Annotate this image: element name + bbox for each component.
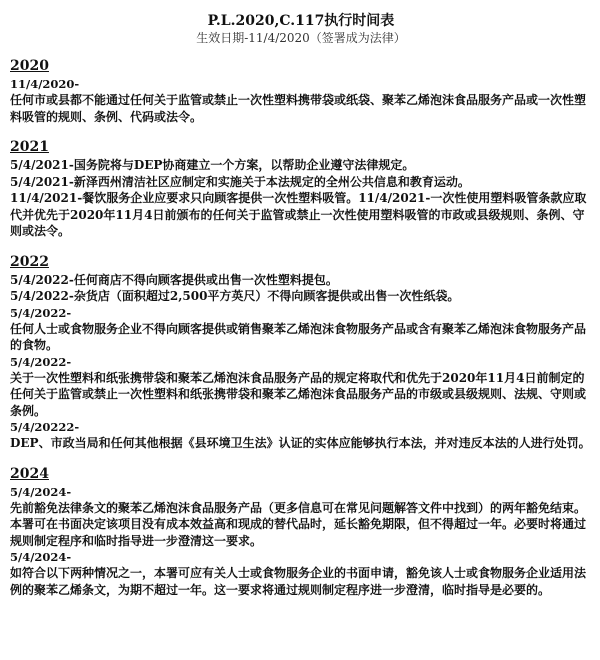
entry-text: DEP、市政当局和任何其他根据《县环境卫生法》认证的实体应能够执行本法，并对违反本法的人进行处罚。 (10, 436, 591, 450)
entry-date: 5/4/2024- (10, 484, 72, 499)
year-heading: 2022 (10, 253, 49, 270)
year-heading: 2021 (10, 139, 49, 155)
section-2021 (10, 139, 592, 240)
entry-text: 5/4/2022-杂货店（面积超过2,500平方英尺）不得向顾客提供或出售一次性纸袋。 (10, 289, 460, 303)
entry-text: 关于一次性塑料和纸张携带袋和聚苯乙烯泡沫食品服务产品的规定将取代和优先于2020年11月4日前制定的任何关于监管或禁止一次性塑料和纸张携带袋和聚苯乙烯泡沫食品服务产品的市级或县级规则、法规、守则或条例。 (10, 370, 587, 418)
entry-date: 11/4/2020- (10, 77, 80, 91)
section-2024 (10, 466, 592, 599)
entry-date: 5/4/2022- (10, 354, 72, 369)
year-heading: 2024 (10, 465, 49, 482)
entry-date: 5/4/2022- (10, 305, 72, 320)
entry-text: 5/4/2022-任何商店不得向顾客提供或出售一次性塑料提包。 (10, 272, 338, 287)
entry-text: 任何人士或食物服务企业不得向顾客提供或销售聚苯乙烯泡沫食物服务产品或含有聚苯乙烯泡沫食物服务产品的食物。 (10, 321, 587, 352)
section-2022 (10, 254, 592, 452)
year-heading: 2020 (10, 58, 49, 74)
entry-text: 任何市或县都不能通过任何关于监管或禁止一次性塑料携带袋或纸袋、聚苯乙烯泡沫食品服务产品或一次性塑料吸管的规则、条例、代码或法令。 (10, 93, 587, 124)
document-subtitle: 生效日期-11/4/2020（签署成为法律） (196, 31, 406, 45)
entry-text: 5/4/2021-国务院将与DEP协商建立一个方案，以帮助企业遵守法律规定。 (10, 158, 415, 172)
entry-text: 11/4/2021-餐饮服务企业应要求只向顾客提供一次性塑料吸管。11/4/2021-一次性使用塑料吸管条款应取代并优先于2020年11月4日前颁布的任何关于监管或禁止一次性使用塑料吸管的市政或县级规则、条例、守则或法令。 (10, 191, 587, 238)
entry-date: 5/4/20222- (10, 420, 80, 434)
entry-text: 5/4/2021-新泽西州清洁社区应制定和实施关于本法规定的全州公共信息和教育运动。 (10, 174, 470, 189)
entry-text: 如符合以下两种情况之一，本署可应有关人士或食物服务企业的书面申请，豁免该人士或食物服务企业适用法例的聚苯乙烯条文，为期不超过一年。这一要求将通过规则制定程序进一步澄清，临时指导是必要的。 (10, 566, 587, 597)
entry-date: 5/4/2024- (10, 550, 72, 564)
section-2020 (10, 58, 592, 125)
entry-text: 先前豁免法律条文的聚苯乙烯泡沫食品服务产品（更多信息可在常见问题解答文件中找到）的两年豁免结束。本署可在书面决定该项目没有成本效益高和现成的替代品时，延长豁免期限，但不得超过一年。必要时将通过规则制定程序和临时指导进一步澄清这一要求。 (10, 500, 587, 548)
document-title: P.L.2020,C.117执行时间表 (207, 13, 395, 29)
